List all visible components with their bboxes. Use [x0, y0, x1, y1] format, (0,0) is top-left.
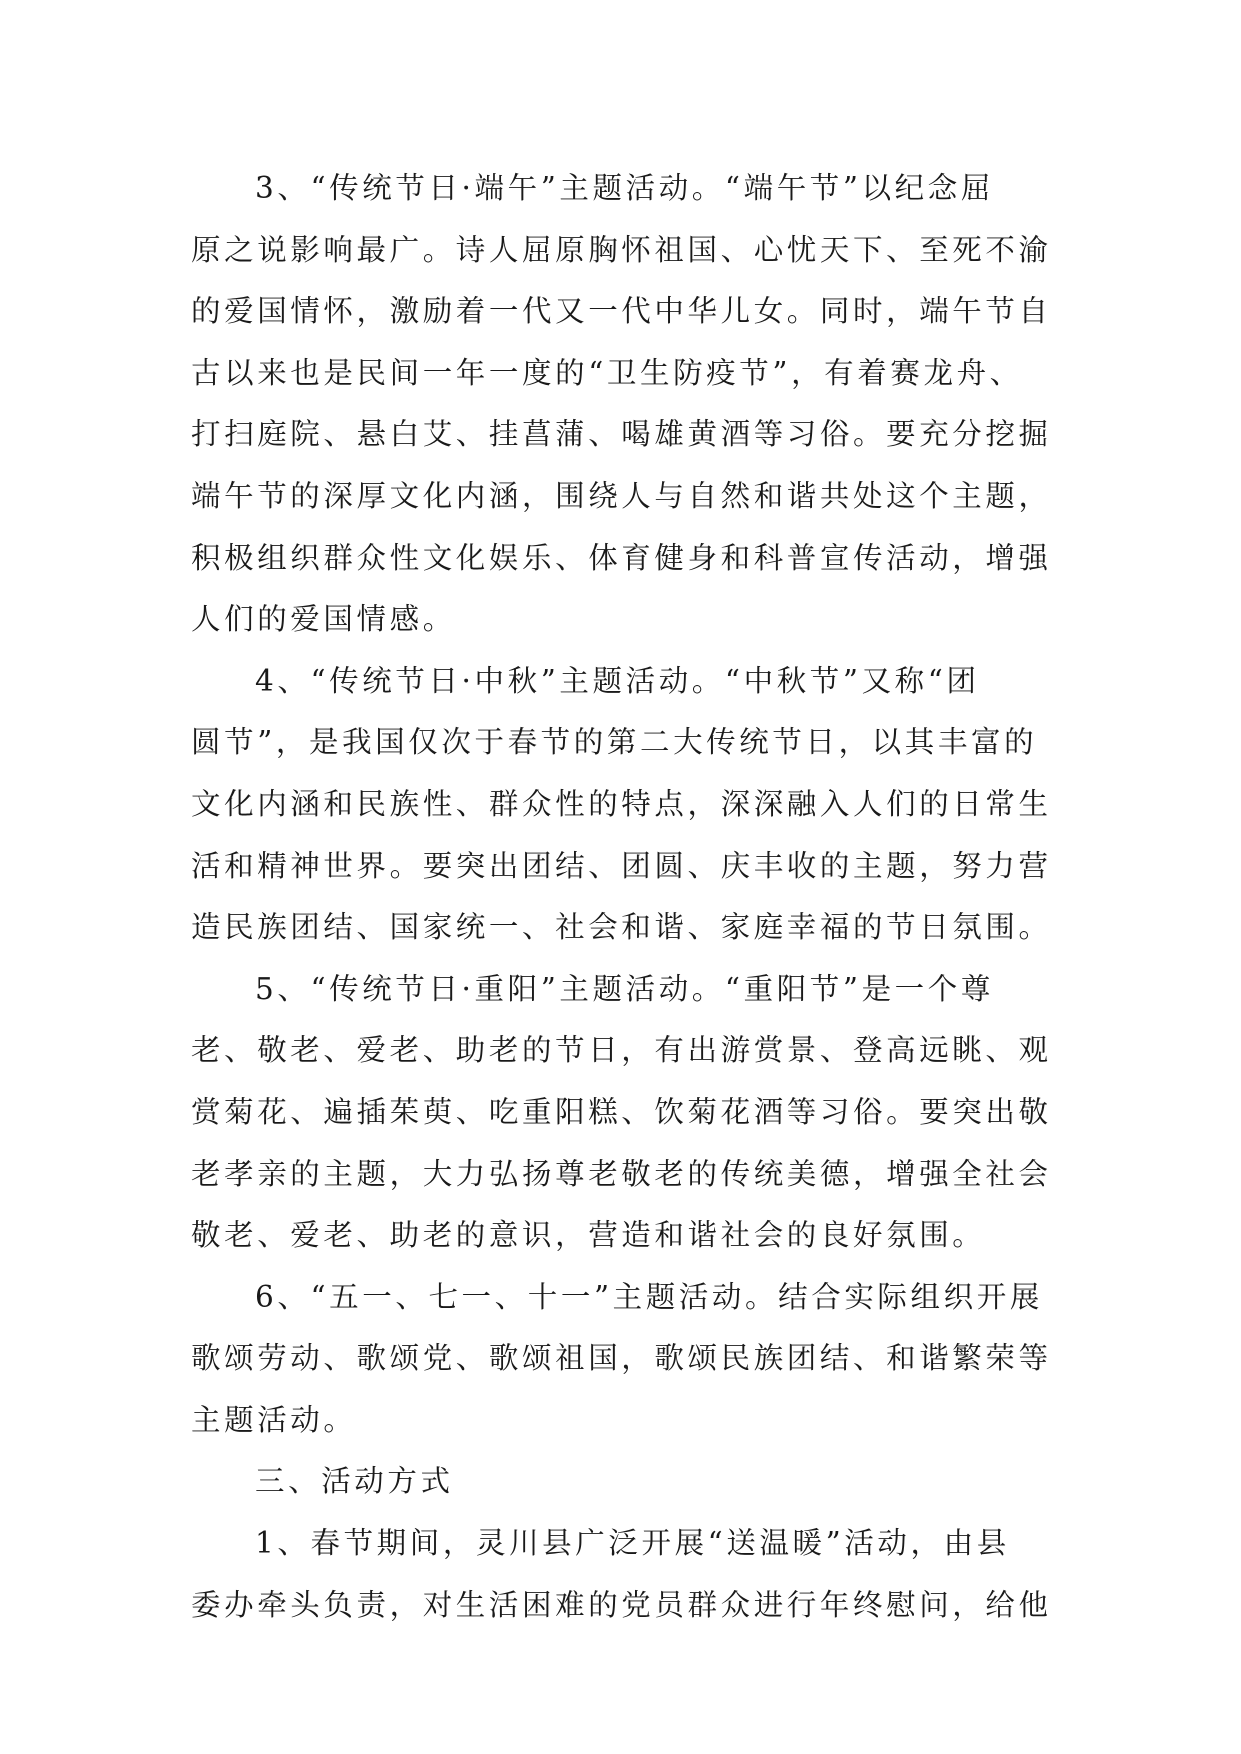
- paragraph-5-line-3: 赏菊花、遍插茱萸、吃重阳糕、饮菊花酒等习俗。要突出敬: [191, 1094, 1052, 1129]
- paragraph-3-line-6: 端午节的深厚文化内涵，围绕人与自然和谐共处这个主题，: [191, 478, 1052, 513]
- paragraph-3-line-4: 古以来也是民间一年一度的“卫生防疫节”，有着赛龙舟、: [191, 355, 1023, 390]
- paragraph-3-line-5: 打扫庭院、悬白艾、挂菖蒲、喝雄黄酒等习俗。要充分挖掘: [191, 417, 1052, 452]
- paragraph-6-line-2: 歌颂劳动、歌颂党、歌颂祖国，歌颂民族团结、和谐繁荣等: [191, 1341, 1052, 1376]
- method-1-line-2: 委办牵头负责，对生活困难的党员群众进行年终慰问，给他: [191, 1587, 1052, 1622]
- paragraph-4-line-2: 圆节”，是我国仅次于春节的第二大传统节日，以其丰富的: [191, 725, 1038, 760]
- paragraph-4-line-4: 活和精神世界。要突出团结、团圆、庆丰收的主题，努力营: [191, 848, 1052, 883]
- paragraph-3-line-3: 的爱国情怀，激励着一代又一代中华儿女。同时，端午节自: [191, 294, 1052, 329]
- paragraph-3-line-2: 原之说影响最广。诗人屈原胸怀祖国、心忧天下、至死不渝: [191, 232, 1052, 267]
- paragraph-6-line-1: 6、“五一、七一、十一”主题活动。结合实际组织开展: [255, 1279, 1043, 1314]
- paragraph-4-line-5: 造民族团结、国家统一、社会和谐、家庭幸福的节日氛围。: [191, 910, 1052, 945]
- paragraph-3-line-1: 3、“传统节日·端午”主题活动。“端午节”以纪念屈: [255, 171, 994, 205]
- paragraph-5-line-1: 5、“传统节日·重阳”主题活动。“重阳节”是一个尊: [255, 971, 994, 1006]
- document-body: [191, 158, 1071, 1636]
- section-heading-activity-methods: 三、活动方式: [255, 1464, 454, 1499]
- method-1-line-1: 1、春节期间，灵川县广泛开展“送温暖”活动，由县: [255, 1526, 1010, 1561]
- paragraph-3-line-8: 人们的爱国情感。: [191, 602, 456, 637]
- paragraph-4-line-1: 4、“传统节日·中秋”主题活动。“中秋节”又称“团: [255, 663, 980, 698]
- paragraph-3-line-7: 积极组织群众性文化娱乐、体育健身和科普宣传活动，增强: [191, 540, 1052, 575]
- paragraph-5-line-2: 老、敬老、爱老、助老的节日，有出游赏景、登高远眺、观: [191, 1033, 1052, 1068]
- paragraph-6-line-3: 主题活动。: [191, 1402, 357, 1437]
- paragraph-4-line-3: 文化内涵和民族性、群众性的特点，深深融入人们的日常生: [191, 786, 1052, 821]
- paragraph-5-line-4: 老孝亲的主题，大力弘扬尊老敬老的传统美德，增强全社会: [191, 1156, 1052, 1191]
- paragraph-5-line-5: 敬老、爱老、助老的意识，营造和谐社会的良好氛围。: [191, 1218, 986, 1253]
